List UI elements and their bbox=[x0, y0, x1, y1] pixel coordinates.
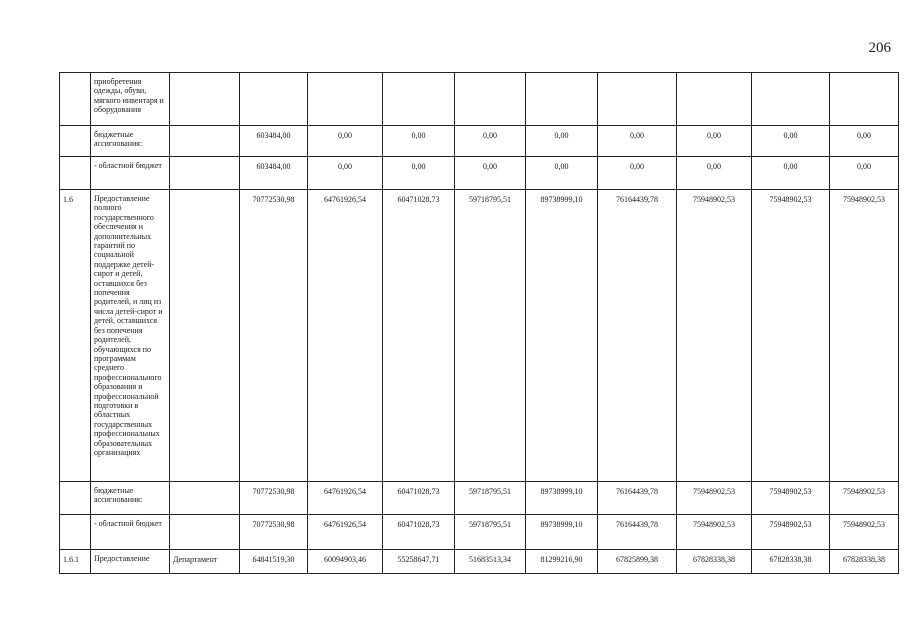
row-value-cell: 0,00 bbox=[752, 126, 830, 157]
row-value-cell: 75948902,53 bbox=[830, 190, 899, 482]
row-value-cell: 67828338,38 bbox=[830, 550, 899, 574]
row-executor-cell bbox=[170, 126, 240, 157]
budget-table bbox=[59, 72, 899, 574]
row-value-cell bbox=[526, 73, 598, 126]
row-code-cell: 1.6 bbox=[60, 190, 91, 482]
row-value-cell: 75948902,53 bbox=[752, 482, 830, 515]
row-value-cell: 59718795,51 bbox=[455, 482, 526, 515]
page-number: 206 bbox=[868, 40, 891, 56]
row-name-cell: - областной бюджет bbox=[91, 157, 170, 190]
row-name-cell: бюджетные ассигнования: bbox=[91, 126, 170, 157]
row-value-cell: 55258647,71 bbox=[383, 550, 455, 574]
table-body bbox=[60, 73, 899, 574]
row-code-cell bbox=[60, 482, 91, 515]
row-name-cell: Предоставление полного государственного обеспечения и дополнительных гарантий по социальной поддержке детей-сирот и детей, оставшихся без попечения родителей, и лиц из числа детей-сирот и детей, оставшихся без попечения родителей, обучающихся по программам среднего профессионального образования и профессиональной подготовки в областных государственных профессиональных образовательных организациях bbox=[91, 190, 170, 482]
row-code-cell bbox=[60, 126, 91, 157]
row-value-cell: 603484,00 bbox=[240, 126, 308, 157]
row-value-cell: 76164439,78 bbox=[598, 515, 677, 550]
table-row bbox=[60, 157, 899, 190]
row-executor-cell bbox=[170, 482, 240, 515]
table-row bbox=[60, 550, 899, 574]
row-value-cell: 0,00 bbox=[308, 126, 383, 157]
row-value-cell: 76164439,78 bbox=[598, 482, 677, 515]
table-row bbox=[60, 190, 899, 482]
row-value-cell: 70772530,98 bbox=[240, 190, 308, 482]
row-name-cell: приобретения одежды, обуви, мягкого инвентаря и оборудования bbox=[91, 73, 170, 126]
row-executor-cell bbox=[170, 190, 240, 482]
row-value-cell: 64761926,54 bbox=[308, 190, 383, 482]
row-value-cell: 67828338,38 bbox=[752, 550, 830, 574]
row-value-cell: 0,00 bbox=[598, 126, 677, 157]
row-value-cell: 0,00 bbox=[830, 157, 899, 190]
row-value-cell: 0,00 bbox=[752, 157, 830, 190]
row-value-cell: 75948902,53 bbox=[752, 515, 830, 550]
row-code-cell bbox=[60, 73, 91, 126]
row-value-cell: 60471028,73 bbox=[383, 515, 455, 550]
row-value-cell: 0,00 bbox=[526, 126, 598, 157]
row-value-cell: 59718795,51 bbox=[455, 190, 526, 482]
row-name-cell: Предоставление bbox=[91, 550, 170, 574]
row-value-cell: 75948902,53 bbox=[677, 482, 752, 515]
row-value-cell: 64761926,54 bbox=[308, 515, 383, 550]
row-value-cell: 0,00 bbox=[383, 157, 455, 190]
row-value-cell: 70772530,98 bbox=[240, 482, 308, 515]
row-value-cell: 89738999,10 bbox=[526, 515, 598, 550]
row-value-cell bbox=[383, 73, 455, 126]
row-value-cell: 81299216,90 bbox=[526, 550, 598, 574]
table-row bbox=[60, 126, 899, 157]
row-value-cell: 89738999,10 bbox=[526, 482, 598, 515]
row-executor-cell: Департамент bbox=[170, 550, 240, 574]
row-value-cell: 75948902,53 bbox=[830, 482, 899, 515]
row-code-cell bbox=[60, 515, 91, 550]
row-value-cell: 0,00 bbox=[677, 157, 752, 190]
row-value-cell: 0,00 bbox=[677, 126, 752, 157]
row-value-cell: 0,00 bbox=[598, 157, 677, 190]
row-value-cell: 70772530,98 bbox=[240, 515, 308, 550]
table-row bbox=[60, 73, 899, 126]
row-value-cell: 0,00 bbox=[455, 126, 526, 157]
row-value-cell: 0,00 bbox=[526, 157, 598, 190]
row-value-cell: 75948902,53 bbox=[830, 515, 899, 550]
row-name-cell: бюджетные ассигнования: bbox=[91, 482, 170, 515]
row-value-cell: 75948902,53 bbox=[677, 190, 752, 482]
row-value-cell bbox=[240, 73, 308, 126]
row-value-cell: 603484,00 bbox=[240, 157, 308, 190]
table-row bbox=[60, 482, 899, 515]
row-value-cell: 64841519,30 bbox=[240, 550, 308, 574]
row-value-cell bbox=[598, 73, 677, 126]
row-value-cell: 67825899,38 bbox=[598, 550, 677, 574]
row-value-cell: 60094903,46 bbox=[308, 550, 383, 574]
row-value-cell: 75948902,53 bbox=[677, 515, 752, 550]
row-value-cell: 76164439,78 bbox=[598, 190, 677, 482]
row-value-cell: 64761926,54 bbox=[308, 482, 383, 515]
row-code-cell: 1.6.1 bbox=[60, 550, 91, 574]
row-value-cell: 0,00 bbox=[830, 126, 899, 157]
row-value-cell bbox=[752, 73, 830, 126]
row-executor-cell bbox=[170, 73, 240, 126]
row-value-cell: 60471028,73 bbox=[383, 190, 455, 482]
row-value-cell: 75948902,53 bbox=[752, 190, 830, 482]
row-value-cell: 60471028,73 bbox=[383, 482, 455, 515]
row-executor-cell bbox=[170, 157, 240, 190]
row-value-cell: 0,00 bbox=[308, 157, 383, 190]
row-value-cell bbox=[455, 73, 526, 126]
row-value-cell: 59718795,51 bbox=[455, 515, 526, 550]
row-executor-cell bbox=[170, 515, 240, 550]
table-row bbox=[60, 515, 899, 550]
row-value-cell: 0,00 bbox=[383, 126, 455, 157]
row-value-cell bbox=[308, 73, 383, 126]
row-value-cell: 67828338,38 bbox=[677, 550, 752, 574]
row-value-cell: 51683513,34 bbox=[455, 550, 526, 574]
row-value-cell bbox=[830, 73, 899, 126]
row-code-cell bbox=[60, 157, 91, 190]
row-value-cell bbox=[677, 73, 752, 126]
row-value-cell: 89738999,10 bbox=[526, 190, 598, 482]
row-value-cell: 0,00 bbox=[455, 157, 526, 190]
row-name-cell: - областной бюджет bbox=[91, 515, 170, 550]
